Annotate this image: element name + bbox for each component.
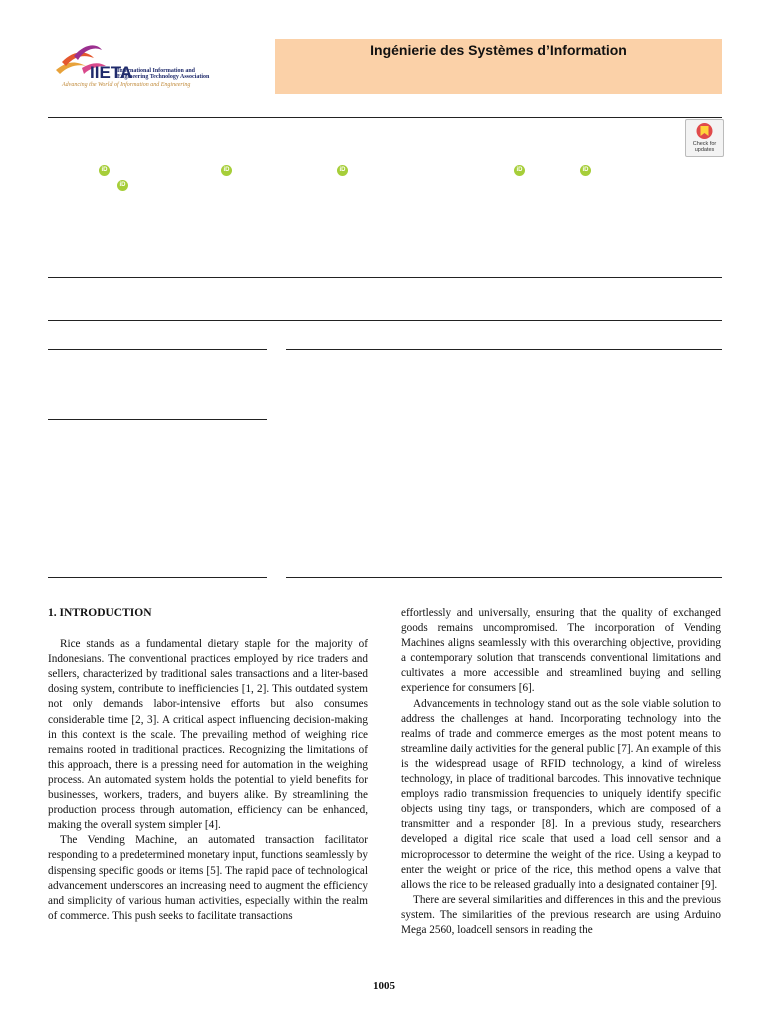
divider-rule <box>48 277 722 278</box>
check-for-updates-button[interactable] <box>685 119 724 157</box>
orcid-icon[interactable]: iD <box>337 165 348 176</box>
check-for-updates-label: Check for updates <box>692 141 717 153</box>
logo-line-1: International Information and <box>117 68 196 74</box>
paragraph: Advancements in technology stand out as the sole viable solution to address the challenges at hand. Incorporating technology into the realms of trade and commerce emerges as the most potent means to streamline daily activities for the general public [7]. An example of this is the widespread usage of RFID technology, a kind of wireless technology, in place of traditional barcodes. This innovative technique employs radio transmission frequencies to uniquely identify specific objects using tiny tags, or transponders, which are composed of a transmitter and a responder [8]. In a previous study, researchers developed a digital rice scale that used a load cell sensor and a microprocessor to determine the weight of the rice. Using a keypad to enter the weight or price of the rice, this method opens a valve that allows the rice to be released gradually into a designated container [9]. <box>401 697 721 891</box>
logo-tagline: Advancing the World of Information and Engineering <box>62 82 191 88</box>
left-column <box>48 606 368 924</box>
journal-title-banner <box>275 39 722 94</box>
paragraph: effortlessly and universally, ensuring that the quality of exchanged goods remains uncompromised. The incorporation of Vending Machines aligns seamlessly with this overarching objective, providing a contemporary solution that transcends conventional limitations and cultivates a more accessible and streamlined buying and selling experience for consumers [6]. <box>401 607 721 695</box>
article-info-rule <box>48 349 267 350</box>
article-info-bottom-rule <box>48 577 267 578</box>
orcid-icon[interactable]: iD <box>514 165 525 176</box>
paragraph: Rice stands as a fundamental dietary staple for the majority of Indonesians. The conventional practices employed by rice traders and sellers, characterized by traditional sales transactions and a liter-based dosing system, contribute to inefficiencies [1, 2]. This outdated system not only demands labor-intensive efforts but also consumes considerable time [2, 3]. A critical aspect influencing decision-making in this context is the scale. The prevailing method of weighing rice remains rooted in traditional practices. Recognizing the limitations of this approach, there is a pressing need for automation in the weighing process. An automated system holds the potential to yield benefits for businesses, workers, traders, and buyers alike. By streamlining the production process through automation, efficiency can be enhanced, making the overall system simpler [4]. <box>48 638 368 832</box>
orcid-icon[interactable]: iD <box>580 165 591 176</box>
logo-wordmark: IIETA <box>90 63 133 82</box>
divider-rule <box>48 320 722 321</box>
section-heading: 1. INTRODUCTION <box>48 607 152 619</box>
abstract-rule <box>286 349 722 350</box>
header-rule <box>48 117 722 118</box>
orcid-icon[interactable]: iD <box>117 180 128 191</box>
journal-title: Ingénierie des Systèmes d’Information <box>370 42 627 58</box>
orcid-icon[interactable]: iD <box>221 165 232 176</box>
orcid-icon[interactable]: iD <box>99 165 110 176</box>
right-column <box>401 606 721 938</box>
abstract-bottom-rule <box>286 577 722 578</box>
page-number: 1005 <box>373 980 395 992</box>
bookmark-icon <box>686 120 723 142</box>
logo-line-2: Engineering Technology Association <box>117 74 210 80</box>
paragraph: The Vending Machine, an automated transaction facilitator responding to a predetermined monetary input, functions seamlessly by dispensing specific goods or items [5]. The rapid pace of technological advancement underscores an increasing need to augment the efficiency and simplicity of various human activities, especially within the realm of commerce. This push seeks to facilitate transactions <box>48 834 368 922</box>
keywords-rule <box>48 419 267 420</box>
paragraph: There are several similarities and differences in this and the previous system. The similarities of the previous research are using Arduino Mega 2560, loadcell sensors in reading the <box>401 893 721 936</box>
